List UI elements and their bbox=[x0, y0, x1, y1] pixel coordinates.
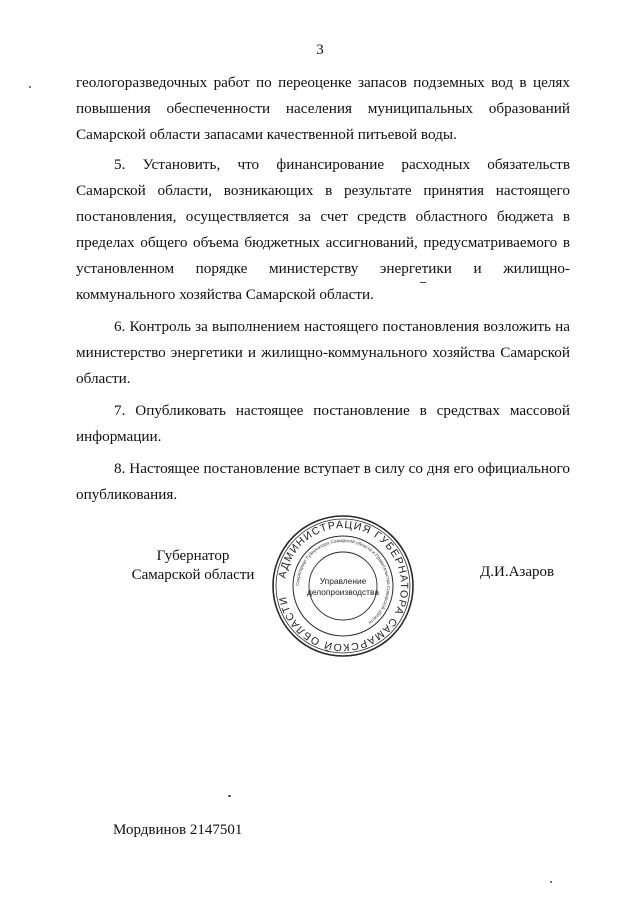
paragraph-continuation: геологоразведочных работ по переоценке запасов подземных вод в целях повышения обеспеченности населения муниципальных образований Самарской области запасами качественной питьевой воды. bbox=[76, 74, 570, 143]
scan-speck bbox=[420, 282, 426, 283]
signature-position-line2: Самарской области bbox=[131, 567, 255, 583]
stamp-center-line1: Управление bbox=[319, 576, 367, 586]
stamp-center-line2: делопроизводства bbox=[306, 587, 380, 597]
stamp-outer-text: АДМИНИСТРАЦИЯ ГУБЕРНАТОРА САМАРСКОЙ ОБЛАСТИ bbox=[276, 518, 411, 654]
paragraph-5: 5. Установить, что финансирование расходных обязательств Самарской области, возникающих в результате принятия настоящего постановления, осуществляется за счет средств областного бюджета в пределах общего объема бюджетных ассигнований, предусматриваемого в установленном порядке министерству энергетики и жилищно-коммунального хозяйства Самарской области. bbox=[76, 156, 570, 303]
signature-position bbox=[118, 547, 268, 585]
stamp-inner-text: Секретариат Губернатора Самарской области и Правительства Самарской области bbox=[294, 537, 392, 626]
signature-position-line1: Губернатор bbox=[156, 548, 230, 564]
scan-speck bbox=[550, 881, 552, 883]
document-body bbox=[76, 70, 570, 508]
executor-note: Мордвинов 2147501 bbox=[113, 822, 243, 838]
scan-speck bbox=[29, 86, 31, 88]
paragraph-7: 7. Опубликовать настоящее постановление в средствах массовой информации. bbox=[76, 402, 570, 445]
official-stamp bbox=[270, 513, 416, 659]
paragraph-6: 6. Контроль за выполнением настоящего постановления возложить на министерство энергетики и жилищно-коммунального хозяйства Самарской области. bbox=[76, 318, 570, 387]
scan-speck bbox=[228, 795, 231, 797]
signer-name: Д.И.Азаров bbox=[480, 564, 555, 580]
page-number: 3 bbox=[316, 42, 324, 58]
paragraph-8: 8. Настоящее постановление вступает в силу со дня его официального опубликования. bbox=[76, 460, 570, 503]
